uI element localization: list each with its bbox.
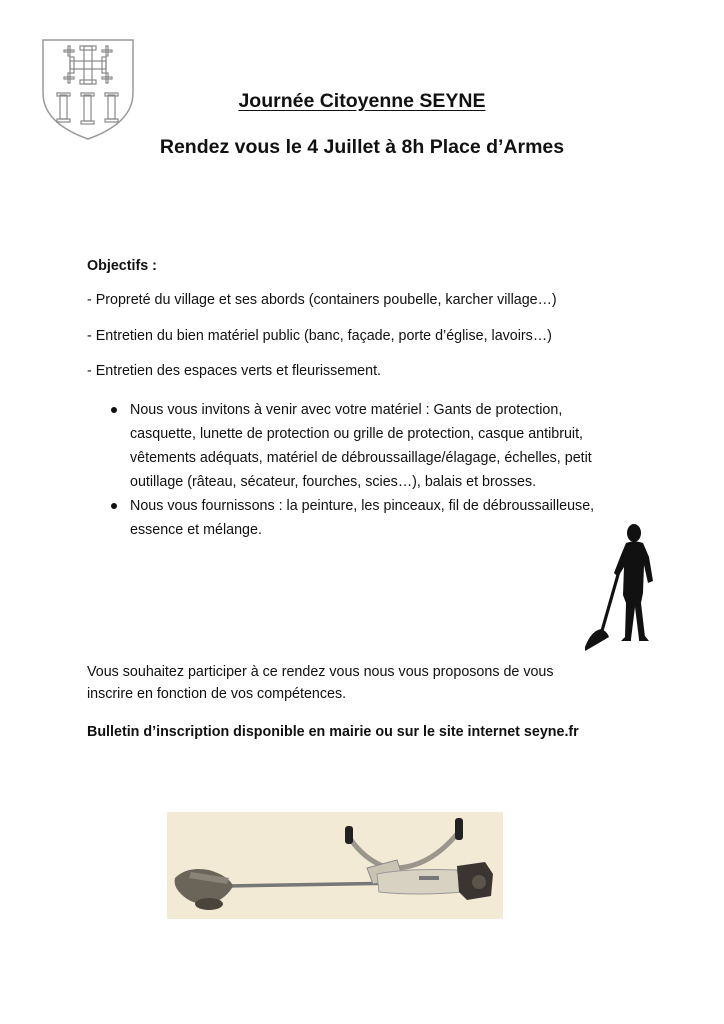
objective-item: - Entretien du bien matériel public (banc, façade, porte d’église, lavoirs…) — [87, 328, 552, 344]
list-item-line: outillage (râteau, sécateur, fourches, scies…), balais et brosses. — [130, 474, 537, 490]
bullet-icon — [111, 503, 117, 509]
list-item-line: casquette, lunette de protection ou grille de protection, casque antibruit, — [130, 426, 584, 442]
brush-cutter-photo — [167, 812, 503, 919]
participation-text: inscrire en fonction de vos compétences. — [87, 686, 347, 702]
worker-broom-silhouette — [577, 521, 659, 656]
objectives-heading: Objectifs : — [87, 258, 157, 274]
participation-text: Vous souhaitez participer à ce rendez vous nous vous proposons de vous — [87, 664, 554, 680]
list-item-line: Nous vous fournissons : la peinture, les pinceaux, fil de débroussailleuse, — [130, 498, 595, 514]
page-subtitle: Rendez vous le 4 Juillet à 8h Place d’Armes — [159, 136, 565, 158]
jerusalem-cross-shield-icon — [40, 37, 136, 141]
list-item-line: essence et mélange. — [130, 522, 262, 538]
list-item — [108, 494, 648, 542]
page-title: Journée Citoyenne SEYNE — [238, 90, 486, 112]
objective-item: - Propreté du village et ses abords (containers poubelle, karcher village…) — [87, 292, 557, 308]
equipment-list — [108, 398, 648, 542]
list-item — [108, 398, 648, 494]
list-item-line: vêtements adéquats, matériel de débroussaillage/élagage, échelles, petit — [130, 450, 592, 466]
coat-of-arms — [40, 37, 136, 141]
objective-item: - Entretien des espaces verts et fleurissement. — [87, 363, 382, 379]
bullet-icon — [111, 407, 117, 413]
list-item-line: Nous vous invitons à venir avec votre matériel : Gants de protection, — [130, 402, 563, 418]
registration-text: Bulletin d’inscription disponible en mairie ou sur le site internet seyne.fr — [87, 724, 579, 740]
brush-cutter-icon — [167, 812, 503, 919]
sweeper-icon — [577, 521, 659, 656]
